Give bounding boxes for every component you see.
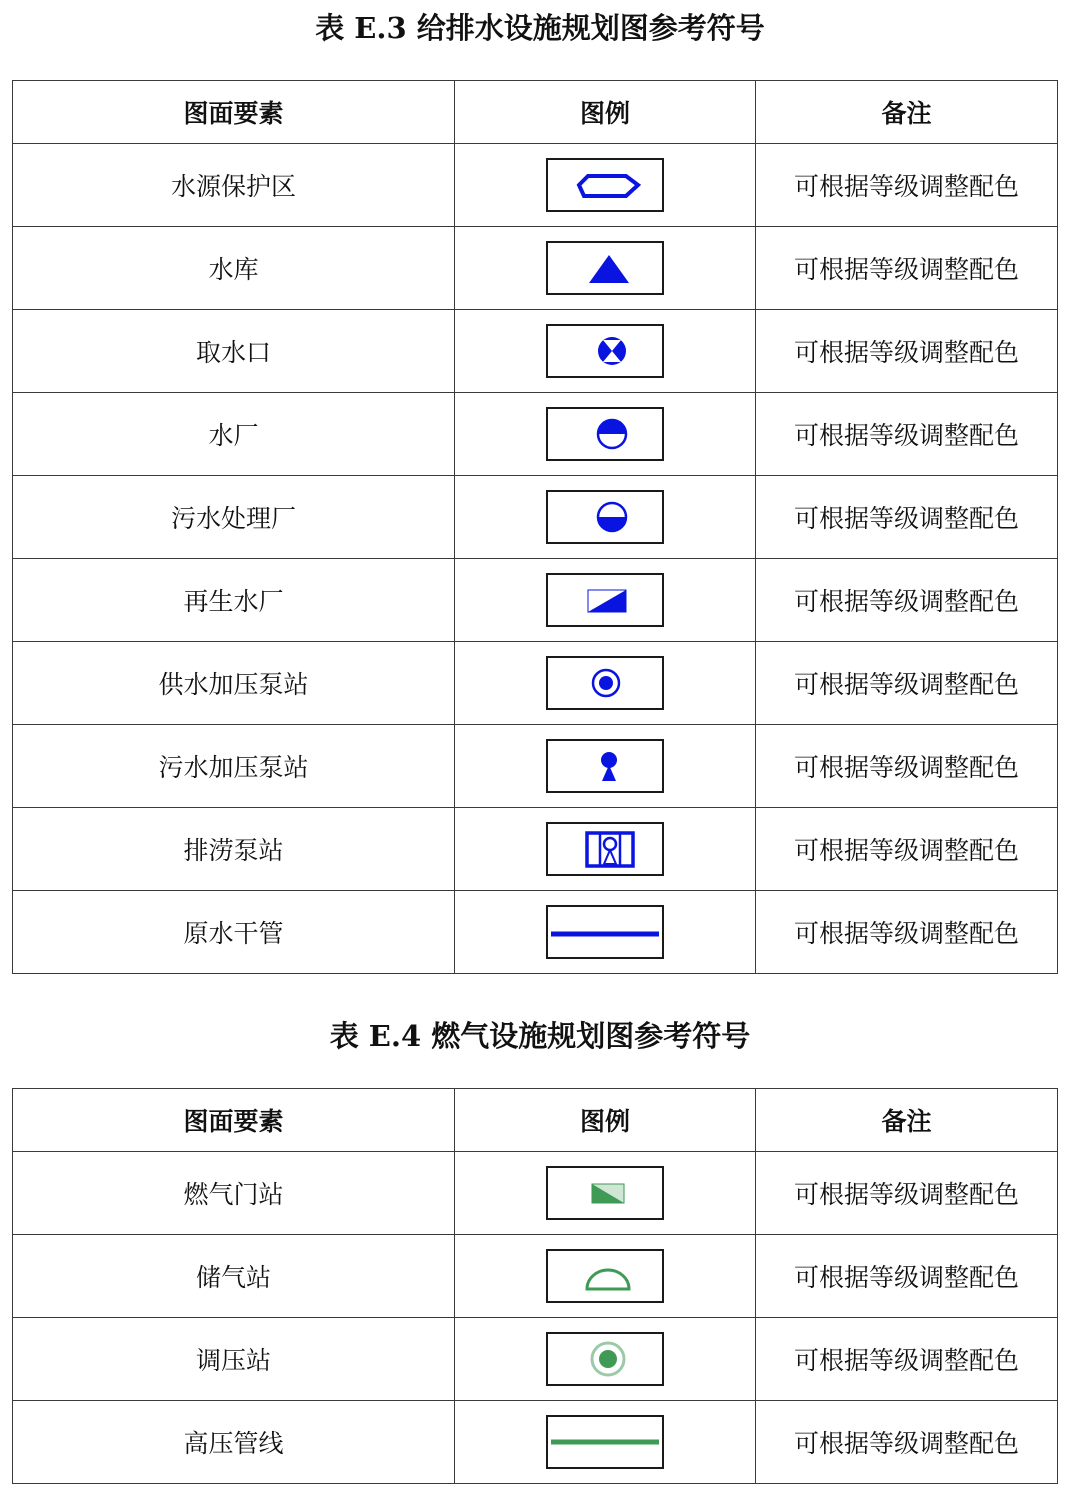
gate-station-icon	[548, 1168, 662, 1218]
legend-box	[546, 905, 664, 959]
note-cell: 可根据等级调整配色	[756, 891, 1058, 974]
legend-box	[546, 490, 664, 544]
water-facilities-table	[12, 80, 1058, 974]
target-circle-icon	[548, 1334, 662, 1384]
legend-box	[546, 1249, 664, 1303]
element-cell: 水厂	[13, 393, 455, 476]
thick-line-icon	[548, 1417, 662, 1467]
legend-cell	[455, 1318, 756, 1401]
legend-cell	[455, 1401, 756, 1484]
table-row	[13, 642, 1058, 725]
half-filled-circle-top-icon	[548, 409, 662, 459]
table-e3-title: 表 E.3 给排水设施规划图参考符号	[315, 11, 765, 45]
element-cell: 取水口	[13, 310, 455, 393]
note-cell: 可根据等级调整配色	[756, 1152, 1058, 1235]
table-header-row	[13, 1089, 1058, 1152]
element-cell: 储气站	[13, 1235, 455, 1318]
legend-box	[546, 324, 664, 378]
note-cell: 可根据等级调整配色	[756, 642, 1058, 725]
table-row	[13, 1152, 1058, 1235]
note-cell: 可根据等级调整配色	[756, 144, 1058, 227]
table-row	[13, 310, 1058, 393]
table-row	[13, 144, 1058, 227]
legend-box	[546, 573, 664, 627]
note-cell: 可根据等级调整配色	[756, 1235, 1058, 1318]
element-cell: 水源保护区	[13, 144, 455, 227]
element-cell: 污水加压泵站	[13, 725, 455, 808]
legend-box	[546, 241, 664, 295]
legend-box	[546, 158, 664, 212]
legend-cell	[455, 891, 756, 974]
header-note: 备注	[756, 1089, 1058, 1152]
pump-station-icon	[548, 741, 662, 791]
header-element: 图面要素	[13, 81, 455, 144]
note-cell: 可根据等级调整配色	[756, 559, 1058, 642]
legend-cell	[455, 808, 756, 891]
note-cell: 可根据等级调整配色	[756, 393, 1058, 476]
filled-triangle-icon	[548, 243, 662, 293]
note-cell: 可根据等级调整配色	[756, 476, 1058, 559]
legend-box	[546, 1166, 664, 1220]
legend-cell	[455, 144, 756, 227]
legend-box	[546, 1332, 664, 1386]
half-filled-circle-bottom-icon	[548, 492, 662, 542]
water-intake-icon	[548, 326, 662, 376]
gas-facilities-table	[12, 1088, 1058, 1484]
legend-box	[546, 822, 664, 876]
legend-cell	[455, 227, 756, 310]
element-cell: 原水干管	[13, 891, 455, 974]
element-cell: 燃气门站	[13, 1152, 455, 1235]
header-element: 图面要素	[13, 1089, 455, 1152]
table-row	[13, 1401, 1058, 1484]
element-cell: 排涝泵站	[13, 808, 455, 891]
legend-cell	[455, 476, 756, 559]
legend-box	[546, 656, 664, 710]
element-cell: 供水加压泵站	[13, 642, 455, 725]
legend-cell	[455, 559, 756, 642]
target-circle-icon	[548, 658, 662, 708]
table-row	[13, 476, 1058, 559]
diagonal-half-square-icon	[548, 575, 662, 625]
legend-cell	[455, 642, 756, 725]
header-note: 备注	[756, 81, 1058, 144]
hexagon-outline-icon	[548, 160, 662, 210]
element-cell: 再生水厂	[13, 559, 455, 642]
table-e4-title: 表 E.4 燃气设施规划图参考符号	[329, 1019, 751, 1053]
element-cell: 水库	[13, 227, 455, 310]
table-header-row	[13, 81, 1058, 144]
legend-box	[546, 407, 664, 461]
legend-cell	[455, 310, 756, 393]
legend-box	[546, 1415, 664, 1469]
note-cell: 可根据等级调整配色	[756, 1318, 1058, 1401]
note-cell: 可根据等级调整配色	[756, 227, 1058, 310]
table-row	[13, 891, 1058, 974]
thick-line-icon	[548, 907, 662, 957]
header-legend: 图例	[455, 1089, 756, 1152]
element-cell: 污水处理厂	[13, 476, 455, 559]
table-row	[13, 808, 1058, 891]
legend-cell	[455, 725, 756, 808]
legend-box	[546, 739, 664, 793]
legend-cell	[455, 1152, 756, 1235]
table-row	[13, 393, 1058, 476]
table-row	[13, 559, 1058, 642]
header-legend: 图例	[455, 81, 756, 144]
half-dome-icon	[548, 1251, 662, 1301]
table-row	[13, 725, 1058, 808]
table-row	[13, 1235, 1058, 1318]
table-row	[13, 227, 1058, 310]
note-cell: 可根据等级调整配色	[756, 310, 1058, 393]
note-cell: 可根据等级调整配色	[756, 725, 1058, 808]
drainage-pump-icon	[548, 824, 662, 874]
legend-cell	[455, 1235, 756, 1318]
table-row	[13, 1318, 1058, 1401]
note-cell: 可根据等级调整配色	[756, 808, 1058, 891]
legend-cell	[455, 393, 756, 476]
note-cell: 可根据等级调整配色	[756, 1401, 1058, 1484]
element-cell: 高压管线	[13, 1401, 455, 1484]
element-cell: 调压站	[13, 1318, 455, 1401]
